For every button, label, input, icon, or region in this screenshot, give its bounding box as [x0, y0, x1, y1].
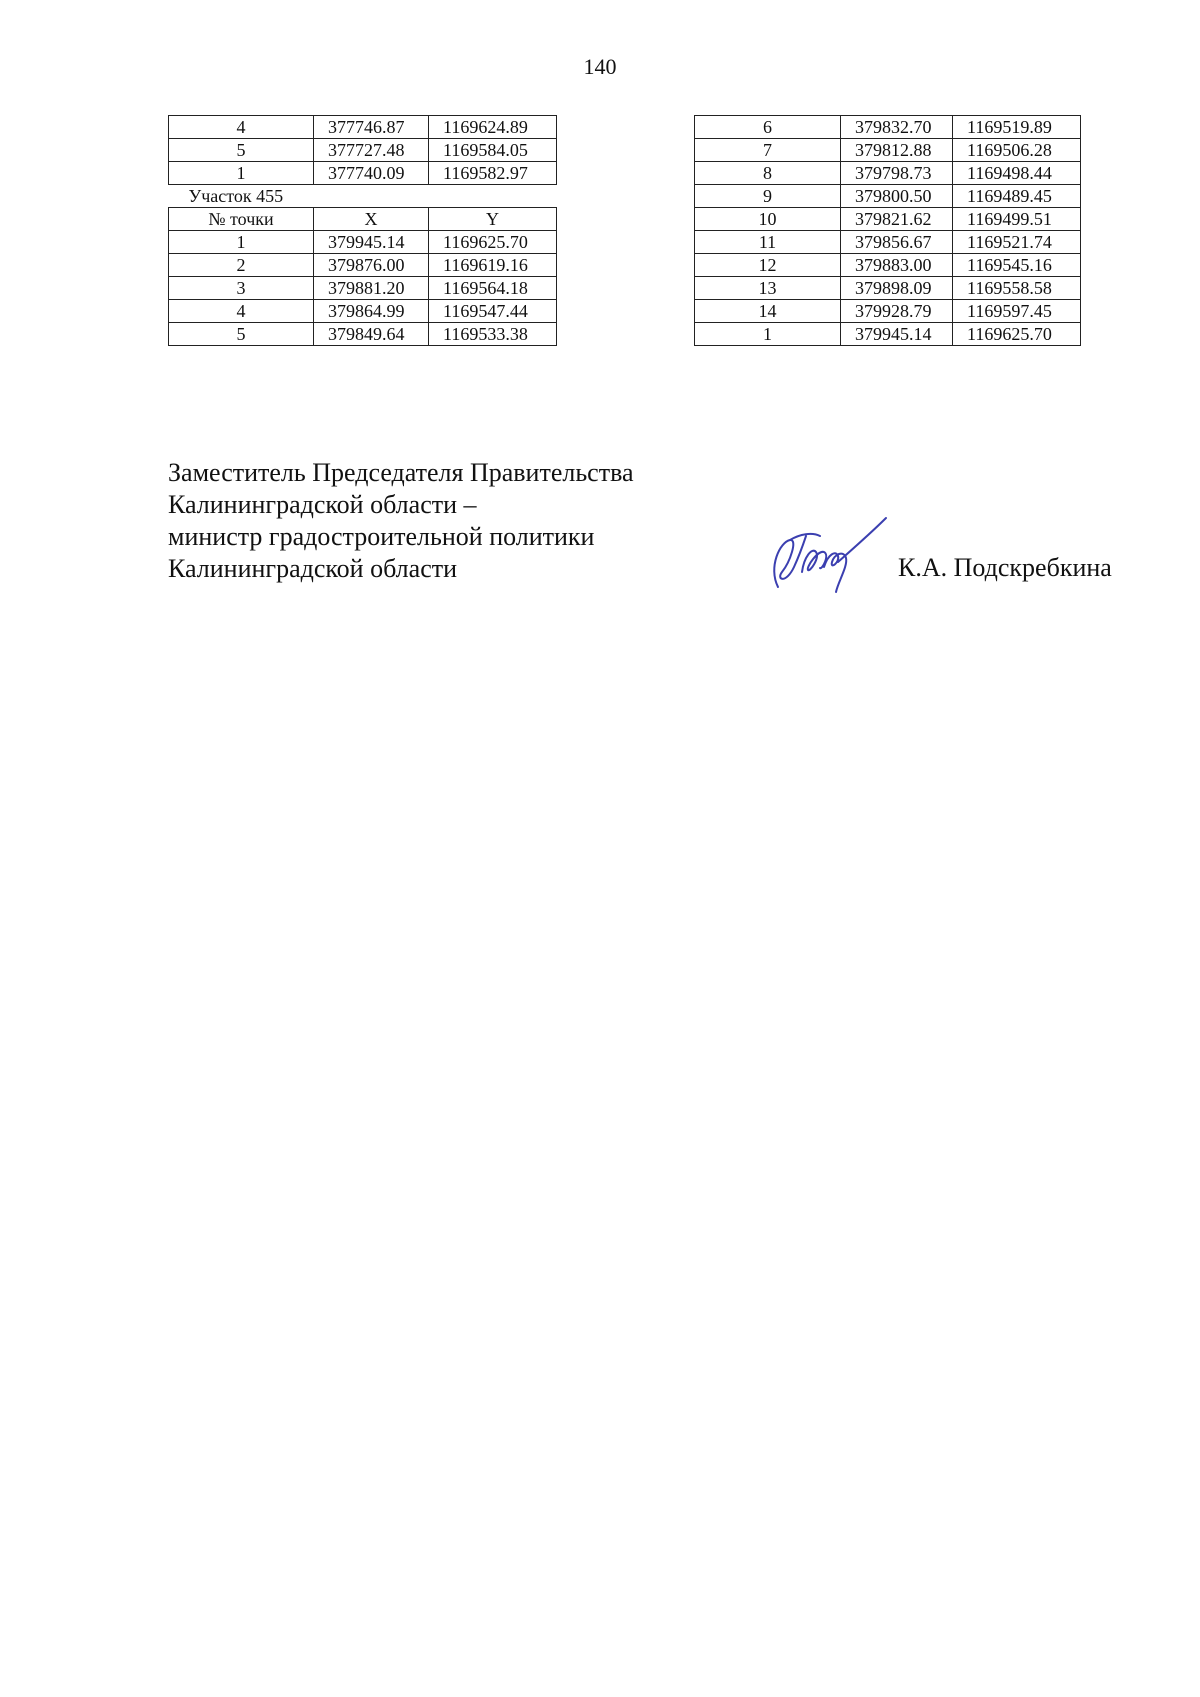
- y-coordinate-cell: 1169521.74: [953, 231, 1081, 254]
- x-coordinate-cell: 379945.14: [314, 231, 429, 254]
- point-number-cell: 7: [695, 139, 841, 162]
- x-coordinate-cell: 379945.14: [841, 323, 953, 346]
- table-row: [169, 116, 557, 139]
- table-row: [169, 231, 557, 254]
- table-row: [169, 254, 557, 277]
- point-number-cell: 6: [695, 116, 841, 139]
- y-coordinate-cell: 1169519.89: [953, 116, 1081, 139]
- point-number-cell: 5: [169, 323, 314, 346]
- x-coordinate-cell: 379864.99: [314, 300, 429, 323]
- point-number-cell: 12: [695, 254, 841, 277]
- table-row: [695, 185, 1081, 208]
- table-row: [695, 162, 1081, 185]
- x-coordinate-cell: 377746.87: [314, 116, 429, 139]
- x-coordinate-cell: 379928.79: [841, 300, 953, 323]
- table-row: [695, 231, 1081, 254]
- handwritten-signature-icon: [760, 512, 890, 597]
- column-header-y: Y: [429, 208, 557, 231]
- x-coordinate-cell: 379856.67: [841, 231, 953, 254]
- signatory-title-line: Калининградской области –: [168, 490, 477, 519]
- point-number-cell: 10: [695, 208, 841, 231]
- point-number-cell: 5: [169, 139, 314, 162]
- y-coordinate-cell: 1169619.16: [429, 254, 557, 277]
- table-row: [695, 277, 1081, 300]
- point-number-cell: 14: [695, 300, 841, 323]
- y-coordinate-cell: 1169582.97: [429, 162, 557, 185]
- signatory-name: К.А. Подскребкина: [898, 553, 1112, 582]
- x-coordinate-cell: 379821.62: [841, 208, 953, 231]
- y-coordinate-cell: 1169498.44: [953, 162, 1081, 185]
- table-row: [695, 116, 1081, 139]
- signatory-title-line: Калининградской области: [168, 554, 458, 583]
- coordinates-table-left: [168, 115, 557, 346]
- y-coordinate-cell: 1169625.70: [429, 231, 557, 254]
- table-row: [695, 139, 1081, 162]
- point-number-cell: 3: [169, 277, 314, 300]
- x-coordinate-cell: 379849.64: [314, 323, 429, 346]
- x-coordinate-cell: 377740.09: [314, 162, 429, 185]
- x-coordinate-cell: 379798.73: [841, 162, 953, 185]
- point-number-cell: 1: [169, 231, 314, 254]
- coordinates-table-right: [694, 115, 1081, 346]
- section-label-row: [169, 185, 557, 208]
- x-coordinate-cell: 379812.88: [841, 139, 953, 162]
- y-coordinate-cell: 1169625.70: [953, 323, 1081, 346]
- x-coordinate-cell: 379881.20: [314, 277, 429, 300]
- y-coordinate-cell: 1169533.38: [429, 323, 557, 346]
- table-row: [695, 208, 1081, 231]
- x-coordinate-cell: 379876.00: [314, 254, 429, 277]
- table-row: [169, 139, 557, 162]
- table-row: [695, 323, 1081, 346]
- point-number-cell: 2: [169, 254, 314, 277]
- page-number: 140: [583, 54, 617, 79]
- y-coordinate-cell: 1169564.18: [429, 277, 557, 300]
- point-number-cell: 13: [695, 277, 841, 300]
- y-coordinate-cell: 1169547.44: [429, 300, 557, 323]
- x-coordinate-cell: 379800.50: [841, 185, 953, 208]
- table-row: [169, 300, 557, 323]
- column-header-x: X: [314, 208, 429, 231]
- y-coordinate-cell: 1169545.16: [953, 254, 1081, 277]
- y-coordinate-cell: 1169624.89: [429, 116, 557, 139]
- table-row: [169, 323, 557, 346]
- point-number-cell: 9: [695, 185, 841, 208]
- y-coordinate-cell: 1169489.45: [953, 185, 1081, 208]
- point-number-cell: 4: [169, 300, 314, 323]
- x-coordinate-cell: 377727.48: [314, 139, 429, 162]
- table-row: [169, 277, 557, 300]
- y-coordinate-cell: 1169584.05: [429, 139, 557, 162]
- table-row: [169, 162, 557, 185]
- signatory-title-line: министр градостроительной политики: [168, 522, 595, 551]
- signatory-title: [168, 457, 634, 585]
- section-label: Участок 455: [188, 186, 284, 206]
- table-row: [695, 254, 1081, 277]
- point-number-cell: 1: [695, 323, 841, 346]
- point-number-cell: 1: [169, 162, 314, 185]
- y-coordinate-cell: 1169499.51: [953, 208, 1081, 231]
- column-header-point: № точки: [169, 208, 314, 231]
- y-coordinate-cell: 1169558.58: [953, 277, 1081, 300]
- point-number-cell: 8: [695, 162, 841, 185]
- x-coordinate-cell: 379832.70: [841, 116, 953, 139]
- point-number-cell: 4: [169, 116, 314, 139]
- signatory-title-line: Заместитель Председателя Правительства: [168, 458, 634, 487]
- x-coordinate-cell: 379898.09: [841, 277, 953, 300]
- table-row: [695, 300, 1081, 323]
- y-coordinate-cell: 1169597.45: [953, 300, 1081, 323]
- y-coordinate-cell: 1169506.28: [953, 139, 1081, 162]
- x-coordinate-cell: 379883.00: [841, 254, 953, 277]
- table-header-row: [169, 208, 557, 231]
- point-number-cell: 11: [695, 231, 841, 254]
